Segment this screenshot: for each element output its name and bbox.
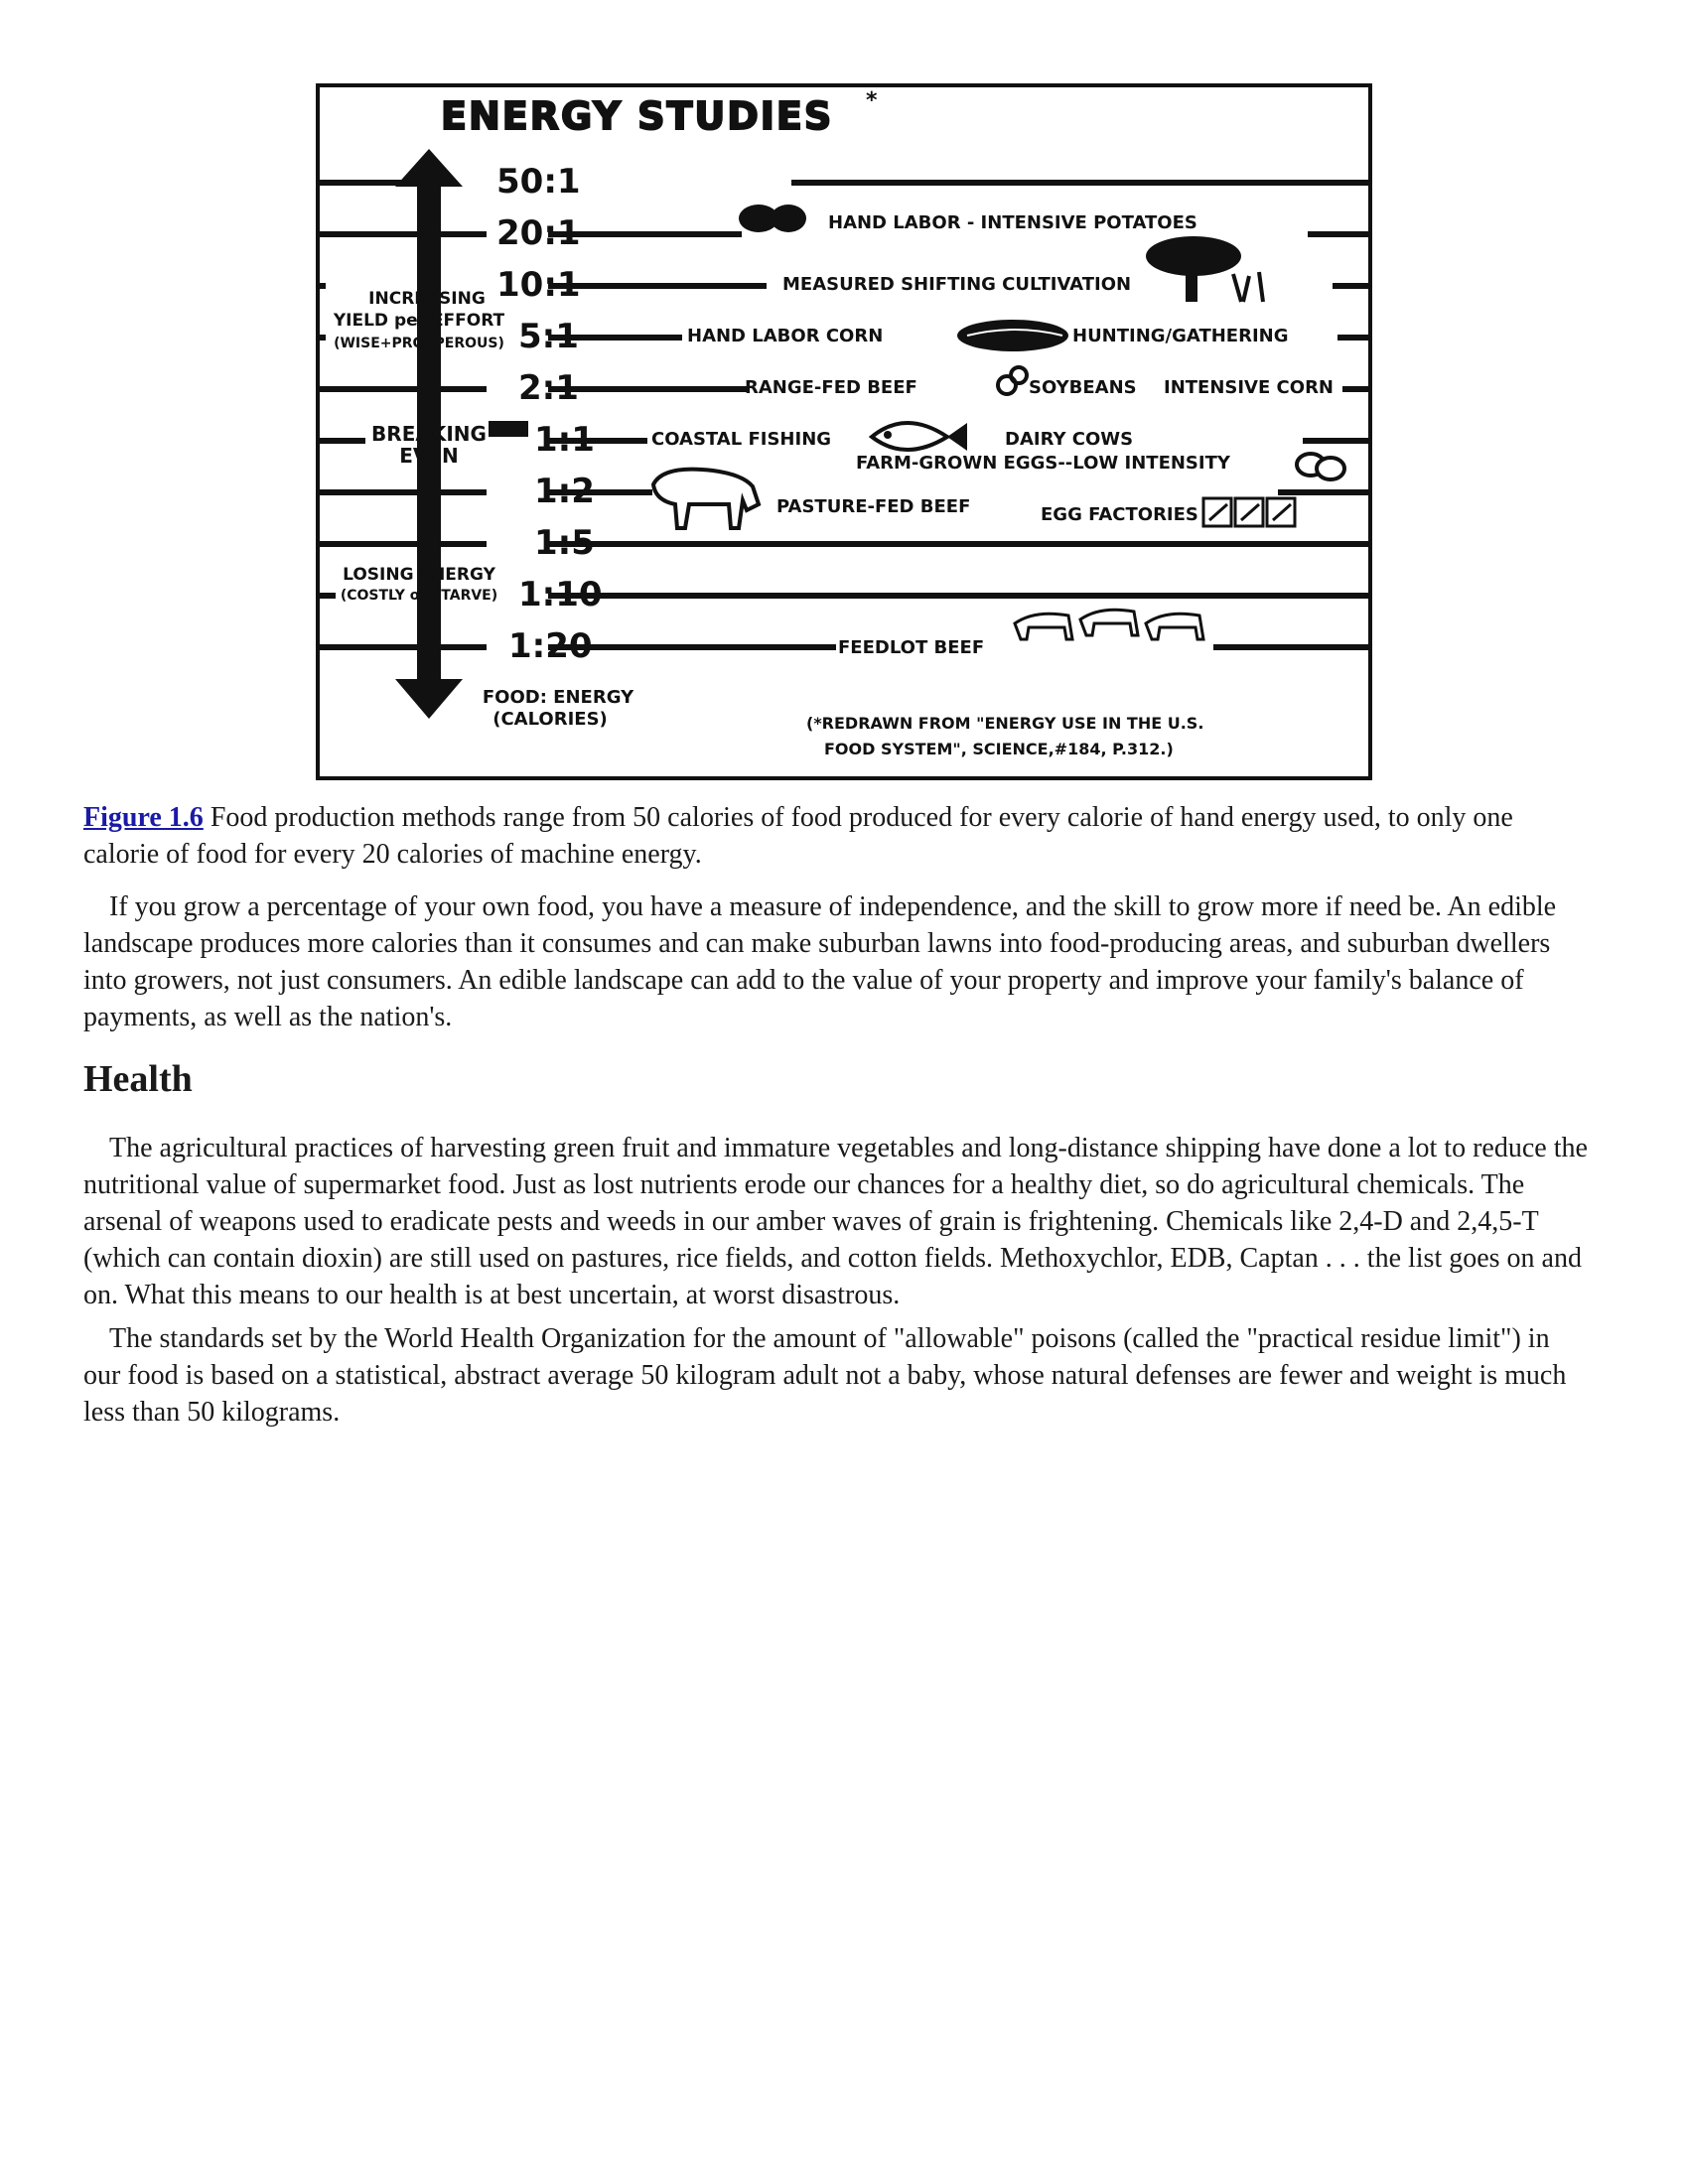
egg-factory-icon — [1203, 498, 1295, 526]
ratio-label: 5:1 — [518, 317, 579, 356]
label-breaking: BREAKING — [371, 422, 487, 446]
method-hunting: HUNTING/GATHERING — [1072, 326, 1289, 346]
method-feedlot: FEEDLOT BEEF — [838, 637, 985, 658]
method-intensive-corn: INTENSIVE CORN — [1164, 377, 1334, 398]
ratio-label: 2:1 — [518, 368, 579, 408]
eggs-icon — [1297, 454, 1344, 479]
ratio-label: 50:1 — [496, 162, 581, 202]
label-costly: (COSTLY or STARVE) — [340, 588, 498, 604]
label-losing: LOSING ENERGY — [343, 565, 495, 585]
method-dairy: DAIRY COWS — [1005, 429, 1134, 450]
caption-text: Food production methods range from 50 calories of food produced for every calorie of hand energy used, to only one calorie of food for every 20 calories of machine energy. — [83, 802, 1513, 870]
title-asterisk: * — [866, 88, 878, 113]
ratio-label: 1:5 — [534, 523, 595, 563]
label-increasing: INCREASING — [368, 289, 486, 309]
label-food-energy: FOOD: ENERGY — [482, 687, 634, 708]
method-fishing: COASTAL FISHING — [651, 429, 832, 450]
source-note-line1: (*REDRAWN FROM "ENERGY USE IN THE U.S. — [806, 714, 1204, 733]
label-wise: (WISE+PROSPEROUS) — [334, 336, 504, 351]
figure-title: ENERGY STUDIES — [441, 94, 834, 138]
corn-icon — [957, 320, 1068, 351]
label-yield: YIELD per EFFORT — [333, 311, 505, 331]
method-eggs-low: FARM-GROWN EGGS--LOW INTENSITY — [856, 453, 1230, 474]
ratio-label: 1:10 — [518, 575, 603, 614]
figure-caption — [83, 799, 1593, 873]
method-egg-factories: EGG FACTORIES — [1041, 504, 1198, 525]
energy-studies-illustration — [320, 87, 1368, 776]
section-heading-health: Health — [83, 1058, 193, 1100]
method-soybeans: SOYBEANS — [1029, 377, 1137, 398]
method-potatoes: HAND LABOR - INTENSIVE POTATOES — [828, 212, 1197, 233]
figure-link[interactable]: Figure 1.6 — [83, 802, 204, 833]
paragraph-who-standards: The standards set by the World Health Organization for the amount of "allowable" poisons (called the "practical residue limit") in our food is based on a statistical, abstract average 50 kilogram adult not a baby, whose natural defenses are fewer and weight is much less than 50 kilograms. — [83, 1323, 1567, 1428]
ratio-label: 1:2 — [534, 472, 595, 511]
method-range-beef: RANGE-FED BEEF — [745, 377, 917, 398]
paragraph-agricultural-practices: The agricultural practices of harvesting green fruit and immature vegetables and long-distance shipping have done a lot to reduce the nutritional value of supermarket food. Just as lost nutrients erode our chances for a healthy diet, so do agricultural chemicals. The arsenal of weapons used to eradicate pests and weeds in our amber waves of grain is frightening. Chemicals like 2,4-D and 2,4,5-T (which can contain dioxin) are still used on pastures, rice fields, and cotton fields. Methoxychlor, EDB, Captan . . . the list goes on and on. What this means to our health is at best uncertain, at worst disastrous. — [83, 1133, 1588, 1310]
ratio-label: 10:1 — [496, 265, 581, 305]
source-note-line2: FOOD SYSTEM", SCIENCE,#184, P.312.) — [824, 740, 1174, 758]
label-even: EVEN — [399, 444, 459, 468]
method-corn: HAND LABOR CORN — [687, 326, 884, 346]
potatoes-icon — [739, 205, 806, 232]
label-calories: (CALORIES) — [492, 709, 608, 730]
ratio-label: 20:1 — [496, 213, 581, 253]
ratio-label: 1:20 — [508, 626, 593, 666]
energy-studies-figure — [316, 83, 1372, 780]
method-shifting: MEASURED SHIFTING CULTIVATION — [782, 274, 1132, 295]
method-pasture-beef: PASTURE-FED BEEF — [776, 496, 971, 517]
paragraph-independence: If you grow a percentage of your own food, you have a measure of independence, and the skill to grow more if need be. An edible landscape produces more calories than it consumes and can make suburban lawns into food-producing areas, and suburban dwellers into growers, not just consumers. An edible landscape can add to the value of your property and improve your family's balance of payments, as well as the nation's. — [83, 891, 1557, 1032]
ratio-label: 1:1 — [534, 420, 595, 460]
